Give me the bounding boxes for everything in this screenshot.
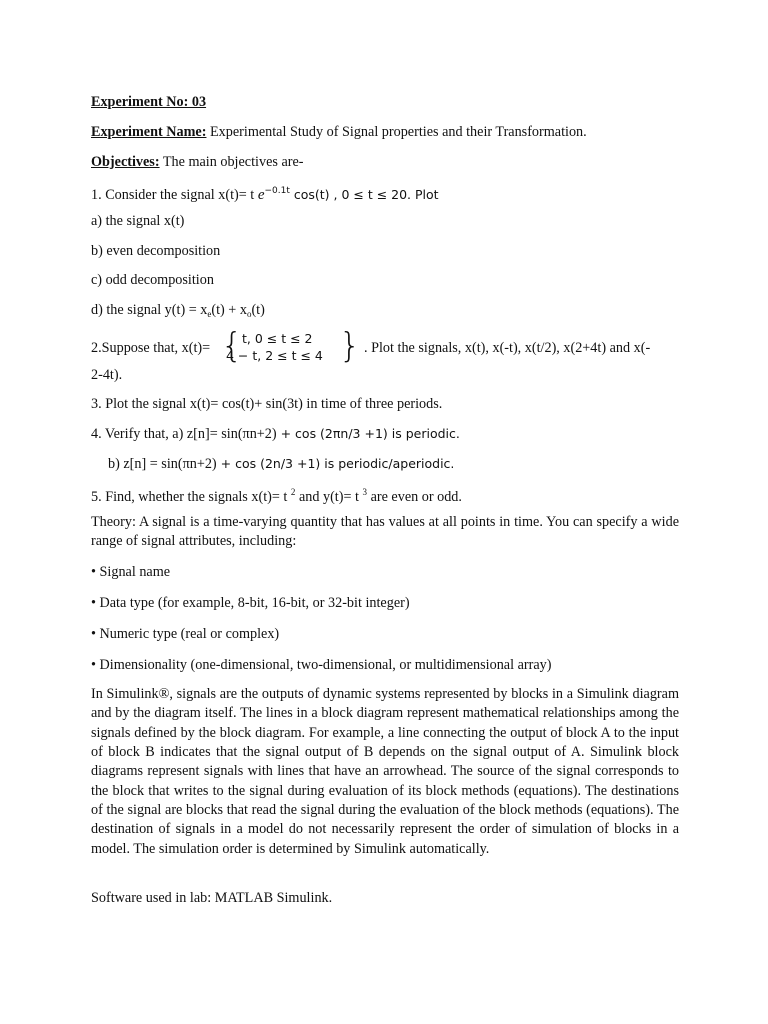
q1d-suffix: (t)	[251, 302, 265, 318]
bullet-dimensionality: • Dimensionality (one-dimensional, two-dimensional, or multidimensional array)	[91, 657, 552, 673]
q1-item-a: a) the signal x(t)	[91, 213, 185, 229]
bullet-signal-name: • Signal name	[91, 564, 171, 580]
question-4b	[108, 455, 454, 473]
piecewise-definition	[221, 326, 363, 367]
theory-paragraph: Theory: A signal is a time-varying quantity that has values at all points in time. You can specify a wide range of signal attributes, including:	[91, 514, 679, 550]
q2-suffix: . Plot the signals, x(t), x(-t), x(t/2), x(2+4t) and x(-	[364, 340, 651, 356]
q5-sup-3: 3	[362, 487, 368, 497]
q1-item-b: b) even decomposition	[91, 243, 221, 259]
experiment-name-text: Experimental Study of Signal properties and their Transformation.	[206, 124, 587, 140]
q5-suffix: are even or odd.	[367, 489, 462, 505]
q1-item-c: c) odd decomposition	[91, 272, 214, 288]
q1-exp-sup: −0.1t	[264, 186, 290, 196]
question-1	[91, 182, 439, 204]
objectives-label: Objectives:	[91, 154, 160, 170]
q1d-sub-o: o	[246, 309, 252, 319]
left-brace: {	[221, 326, 243, 366]
q1-exp-base: e	[257, 187, 265, 203]
q2-prefix: 2.Suppose that, x(t)=	[91, 340, 211, 356]
q4b-suffix: + cos (2n/3 +1) is periodic/aperiodic.	[216, 456, 455, 471]
q4a-suffix: + cos (2πn/3 +1) is periodic.	[276, 426, 460, 441]
q1d-mid: (t) + x	[211, 302, 247, 318]
q1-suffix: cos(t) , 0 ≤ t ≤ 20. Plot	[289, 187, 439, 202]
q2-continuation: 2-4t).	[91, 367, 123, 383]
q1d-sub-e: e	[207, 309, 212, 319]
question-4a	[91, 425, 460, 443]
bullet-numeric-type: • Numeric type (real or complex)	[91, 626, 280, 642]
q1d-prefix: d) the signal y(t) = x	[91, 302, 208, 318]
q1-prefix: 1. Consider the signal x(t)= t	[91, 187, 258, 203]
case-1: t, 0 ≤ t ≤ 2	[242, 331, 313, 346]
question-3: 3. Plot the signal x(t)= cos(t)+ sin(3t) in time of three periods.	[91, 396, 443, 412]
question-5	[91, 483, 462, 506]
experiment-name	[91, 123, 587, 141]
objectives-text: The main objectives are-	[159, 154, 304, 170]
q5-mid: and y(t)= t	[295, 489, 363, 505]
objectives	[91, 153, 303, 171]
simulink-paragraph: In Simulink®, signals are the outputs of dynamic systems represented by blocks in a Simulink diagram and by the diagram itself. The lines in a block diagram represent mathematical relationships among the signals defined by the block diagram. For example, a line connecting the output of block A to the input of block B indicates that the signal output of B depends on the signal output of A. Simulink block diagrams represent signals with lines that have an arrowhead. The source of the signal corresponds to the block that writes to the signal during evaluation of its block methods (equations). The destinations of the signal are blocks that read the signal during the evaluation of the block methods (equations). The destination of signals in a model do not necessarily represent the order of simulation of blocks in a model. The simulation order is determined by Simulink automatically.	[91, 686, 679, 857]
right-brace: }	[339, 326, 361, 366]
software-used: Software used in lab: MATLAB Simulink.	[91, 890, 333, 906]
experiment-name-label: Experiment Name:	[91, 124, 207, 140]
q5-prefix: 5. Find, whether the signals x(t)= t	[91, 489, 291, 505]
experiment-number: Experiment No: 03	[91, 94, 207, 110]
case-2: 4 − t, 2 ≤ t ≤ 4	[226, 348, 323, 363]
q4a-prefix: 4. Verify that, a) z[n]= sin(πn+2)	[91, 426, 277, 442]
q1-item-d	[91, 301, 265, 323]
q4b-prefix: b) z[n] = sin(πn+2)	[108, 456, 217, 472]
q5-sup-2: 2	[290, 487, 296, 497]
bullet-data-type: • Data type (for example, 8-bit, 16-bit, or 32-bit integer)	[91, 595, 410, 611]
